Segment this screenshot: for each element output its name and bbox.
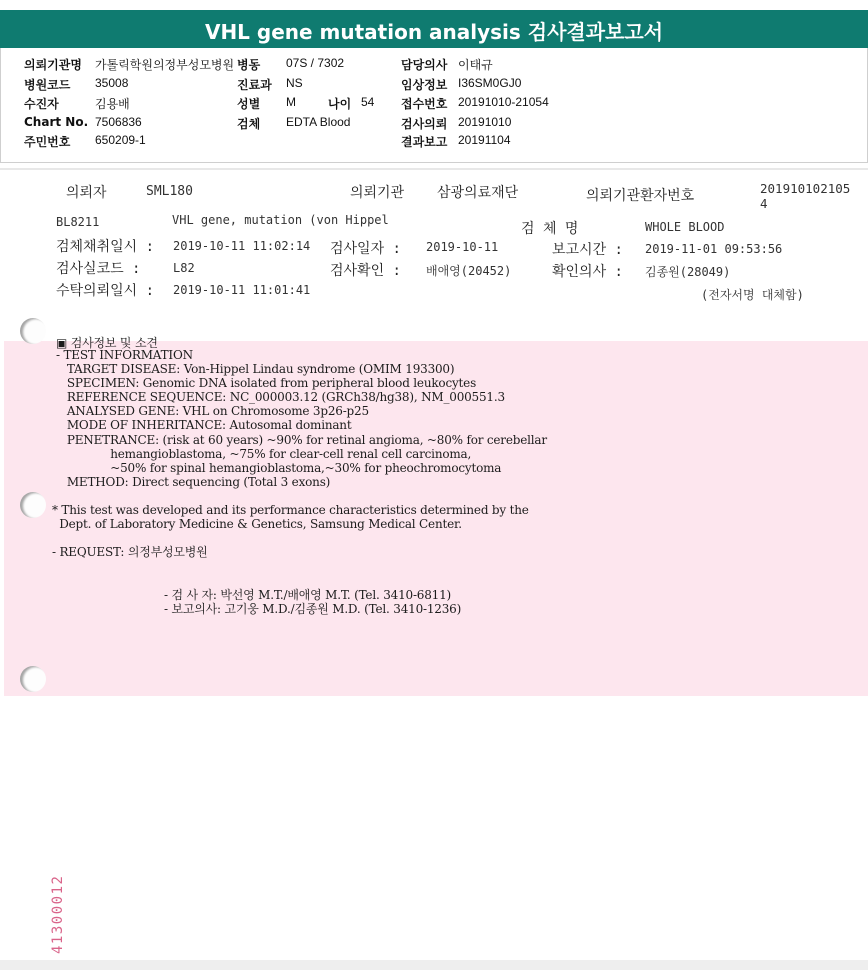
test-code: BL8211 xyxy=(56,215,100,229)
header-value-request-date: 20191010 xyxy=(458,115,512,129)
section-title: ▣ 검사정보 및 소견 xyxy=(56,336,158,350)
header-value-accession-no: 20191010-21054 xyxy=(458,95,549,109)
signer-line: - 검 사 자: 박선영 M.T./배애영 M.T. (Tel. 3410-6811) xyxy=(164,588,452,602)
institution-label: 의뢰기관 xyxy=(350,185,405,201)
note-line: * This test was developed and its performance characteristics determined by the xyxy=(52,503,529,517)
patient-no-label: 의뢰기관환자번호 xyxy=(586,188,695,204)
request-line: - REQUEST: 의정부성모병원 xyxy=(52,545,208,559)
specimen-name-label: 검 체 명 xyxy=(521,221,579,237)
header-label-age: 나이 xyxy=(328,97,352,111)
confirm-doctor-value: 김종원(28049) xyxy=(645,265,731,279)
header-label-department: 진료과 xyxy=(237,78,272,92)
header-value-patient: 김용배 xyxy=(95,97,130,111)
header-label-clinical-info: 임상정보 xyxy=(401,78,448,92)
side-serial-number xyxy=(24,858,84,958)
lab-code-label: 검사실코드 : xyxy=(56,261,141,277)
header-label-hospital-code: 병원코드 xyxy=(24,78,71,92)
header-label-report-date: 결과보고 xyxy=(401,135,448,149)
header-label-accession-no: 접수번호 xyxy=(401,97,448,111)
punch-hole xyxy=(20,666,46,692)
header-value-specimen: EDTA Blood xyxy=(286,115,351,129)
punch-hole xyxy=(20,318,46,344)
test-name: VHL gene, mutation (von Hippel xyxy=(172,213,389,227)
note-line: Dept. of Laboratory Medicine & Genetics, Samsung Medical Center. xyxy=(52,517,462,531)
collect-time-label: 검체채취일시 : xyxy=(56,239,155,255)
report-time-label: 보고시간 : xyxy=(552,242,623,258)
header-label-doctor: 담당의사 xyxy=(401,58,448,72)
header-value-hospital-code: 35008 xyxy=(95,76,129,90)
requester-label: 의뢰자 xyxy=(66,185,107,201)
header-value-doctor: 이태규 xyxy=(458,58,493,72)
requester-value: SML180 xyxy=(146,184,193,199)
header-label-institution: 의뢰기관명 xyxy=(24,58,82,72)
header-label-ward: 병동 xyxy=(237,58,261,72)
header-label-resident-no: 주민번호 xyxy=(24,135,71,149)
header-value-ward: 07S / 7302 xyxy=(286,56,345,70)
confirm-value: 배애영(20452) xyxy=(426,264,512,278)
report-time-value: 2019-11-01 09:53:56 xyxy=(645,242,783,256)
report-line: REFERENCE SEQUENCE: NC_000003.12 (GRCh38/hg38), NM_000551.3 xyxy=(56,390,505,404)
report-line: ANALYSED GENE: VHL on Chromosome 3p26-p25 xyxy=(56,404,369,418)
header-value-sex: M xyxy=(286,95,296,109)
institution-value: 삼광의료재단 xyxy=(437,185,519,201)
scan-sheet-edge xyxy=(0,168,868,170)
side-serial-number-text: 41300012 xyxy=(50,874,66,954)
header-label-request-date: 검사의뢰 xyxy=(401,117,448,131)
specimen-name-value: WHOLE BLOOD xyxy=(645,220,725,234)
collect-time-value: 2019-10-11 11:02:14 xyxy=(173,239,311,253)
header-value-department: NS xyxy=(286,76,303,90)
header-label-sex: 성별 xyxy=(237,97,261,111)
punch-hole xyxy=(20,492,46,518)
header-label-patient: 수진자 xyxy=(24,97,59,111)
report-line: TARGET DISEASE: Von-Hippel Lindau syndrome (OMIM 193300) xyxy=(56,362,455,376)
confirm-doctor-label: 확인의사 : xyxy=(552,264,623,280)
test-date-label: 검사일자 : xyxy=(330,241,401,257)
received-time-value: 2019-10-11 11:01:41 xyxy=(173,283,311,297)
signer-line: - 보고의사: 고기웅 M.D./김종원 M.D. (Tel. 3410-1236) xyxy=(164,602,462,616)
report-line: MODE OF INHERITANCE: Autosomal dominant xyxy=(56,418,352,432)
report-line: METHOD: Direct sequencing (Total 3 exons) xyxy=(56,475,331,489)
header-value-report-date: 20191104 xyxy=(458,133,511,147)
header-value-resident-no: 650209-1 xyxy=(95,133,146,147)
received-time-label: 수탁의뢰일시 : xyxy=(56,283,155,299)
patient-no-value-line2: 4 xyxy=(760,196,768,211)
bottom-edge xyxy=(0,960,868,970)
header-value-institution: 가톨릭학원의정부성모병원 xyxy=(95,58,235,72)
report-line: PENETRANCE: (risk at 60 years) ~90% for retinal angioma, ~80% for cerebellar xyxy=(56,433,547,447)
header-value-clinical-info: I36SM0GJ0 xyxy=(458,76,522,90)
title-bar xyxy=(0,10,868,49)
report-line: ~50% for spinal hemangioblastoma,~30% for pheochromocytoma xyxy=(56,461,502,475)
header-value-age: 54 xyxy=(361,95,375,109)
patient-no-value-line1: 201910102105 xyxy=(760,181,851,196)
test-date-value: 2019-10-11 xyxy=(426,240,499,254)
header-value-chart-no: 7506836 xyxy=(95,115,142,129)
e-signature-note: (전자서명 대체함) xyxy=(701,288,804,302)
lab-code-value: L82 xyxy=(173,261,195,275)
report-line: hemangioblastoma, ~75% for clear-cell renal cell carcinoma, xyxy=(56,447,472,461)
header-label-chart-no: Chart No. xyxy=(24,115,89,129)
report-line: - TEST INFORMATION xyxy=(56,348,193,362)
confirm-label: 검사확인 : xyxy=(330,263,401,279)
report-line: SPECIMEN: Genomic DNA isolated from peripheral blood leukocytes xyxy=(56,376,477,390)
header-label-specimen: 검체 xyxy=(237,117,261,131)
report-title: VHL gene mutation analysis 검사결과보고서 xyxy=(204,20,664,44)
